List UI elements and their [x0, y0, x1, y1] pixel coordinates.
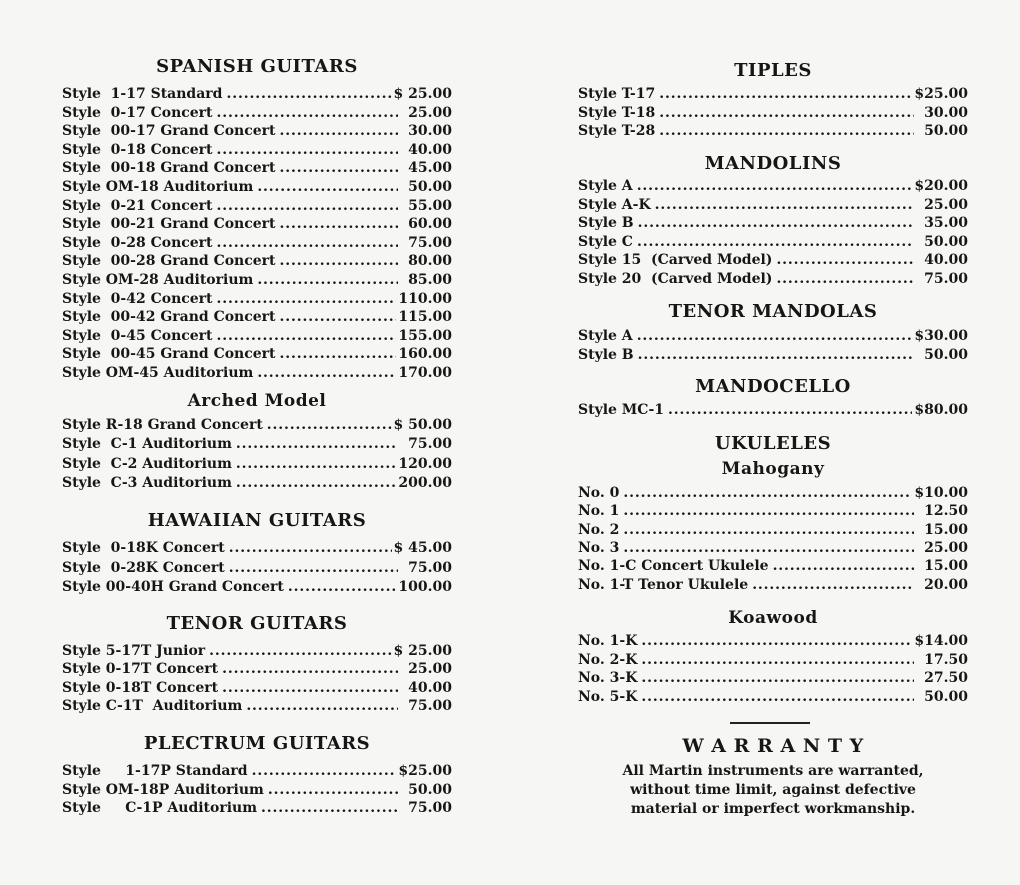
- price-row: [62, 781, 452, 799]
- item-price: 40.00: [408, 679, 452, 696]
- price-row: [62, 799, 452, 817]
- price-row: [62, 660, 452, 678]
- item-price: 50.00: [924, 689, 968, 706]
- price-row: [62, 215, 452, 233]
- item-description: Style MC-1: [578, 402, 665, 418]
- leader-dots: [229, 559, 398, 577]
- item-description: Style R-18 Grand Concert: [62, 417, 263, 433]
- item-price: 75.00: [408, 559, 452, 576]
- leader-dots: [668, 401, 912, 419]
- price-row: [62, 159, 452, 177]
- item-description: No. 0: [578, 485, 620, 501]
- item-description: Style 00-42 Grand Concert: [62, 309, 276, 326]
- item-description: Style 5-17T Junior: [62, 643, 206, 659]
- item-price: 35.00: [924, 215, 968, 232]
- item-price: 55.00: [408, 197, 452, 214]
- section-title-hawaiian-guitars: HAWAIIAN GUITARS: [147, 510, 367, 531]
- leader-dots: [623, 484, 912, 502]
- item-description: Style C-1P Auditorium: [62, 800, 258, 816]
- item-description: Style C-2 Auditorium: [62, 455, 232, 472]
- section-subtitle-koawood: Koawood: [728, 608, 818, 628]
- item-price: $ 50.00: [393, 417, 452, 433]
- item-price: 12.50: [924, 503, 968, 520]
- price-row: [62, 104, 452, 122]
- item-description: Style A-K: [578, 196, 651, 213]
- item-price: 80.00: [408, 253, 452, 270]
- price-row: [578, 122, 968, 140]
- item-description: Style T-18: [578, 104, 656, 121]
- price-row: [62, 679, 452, 697]
- item-description: Style 1-17 Standard: [62, 86, 223, 102]
- item-description: Style 00-21 Grand Concert: [62, 216, 276, 233]
- item-price: 50.00: [924, 233, 968, 250]
- item-description: Style C-1 Auditorium: [62, 436, 232, 453]
- leader-dots: [641, 669, 914, 687]
- price-row: [62, 416, 452, 434]
- item-description: Style 0-21 Concert: [62, 197, 213, 214]
- item-price: 50.00: [408, 179, 452, 195]
- leader-dots: [280, 159, 398, 177]
- item-price: 30.00: [408, 123, 452, 140]
- item-price: 160.00: [398, 346, 452, 363]
- item-price: 85.00: [408, 272, 452, 288]
- price-row: [578, 521, 968, 539]
- section-title-tenor-guitars: TENOR GUITARS: [166, 613, 348, 634]
- price-row: [62, 474, 452, 492]
- price-row: [62, 578, 452, 596]
- leader-dots: [280, 122, 398, 140]
- item-price: 155.00: [398, 327, 452, 344]
- item-description: Style OM-28 Auditorium: [62, 272, 254, 288]
- item-price: 75.00: [408, 436, 452, 453]
- leader-dots: [655, 196, 914, 214]
- item-price: 75.00: [924, 271, 968, 287]
- item-description: Style 00-40H Grand Concert: [62, 579, 284, 595]
- item-price: $25.00: [914, 86, 968, 102]
- item-description: Style A: [578, 178, 633, 194]
- item-description: Style 0-28K Concert: [62, 559, 225, 576]
- leader-dots: [217, 234, 398, 252]
- leader-dots: [623, 502, 914, 520]
- item-description: Style T-28: [578, 123, 656, 139]
- item-price: $10.00: [914, 485, 968, 501]
- leader-dots: [222, 679, 398, 697]
- leader-dots: [280, 345, 397, 363]
- leader-dots: [222, 660, 398, 678]
- item-description: Style C: [578, 233, 633, 250]
- section-title-ukuleles: UKULELES: [714, 433, 832, 454]
- price-row: [578, 688, 968, 706]
- leader-dots: [638, 214, 914, 232]
- item-price: 115.00: [398, 309, 452, 326]
- leader-dots: [641, 688, 914, 706]
- leader-dots: [257, 364, 396, 382]
- item-price: 50.00: [924, 123, 968, 139]
- price-row: [578, 270, 968, 288]
- price-row: [578, 214, 968, 232]
- section-title-mandolins: MANDOLINS: [704, 153, 842, 174]
- leader-dots: [246, 697, 398, 715]
- item-price: 15.00: [924, 521, 968, 538]
- item-description: No. 2: [578, 521, 620, 538]
- price-row: [578, 669, 968, 687]
- item-description: Style 0-18K Concert: [62, 540, 225, 556]
- item-description: No. 1-K: [578, 633, 638, 649]
- item-price: 50.00: [924, 346, 968, 363]
- item-price: 40.00: [408, 141, 452, 158]
- leader-dots: [280, 215, 398, 233]
- section-title-warranty: W A R R A N T Y: [682, 735, 864, 757]
- leader-dots: [217, 197, 398, 215]
- price-row: [62, 122, 452, 140]
- item-price: 75.00: [408, 234, 452, 251]
- leader-dots: [236, 474, 397, 492]
- section-title-tiples: TIPLES: [734, 60, 812, 81]
- item-description: Style 0-42 Concert: [62, 290, 213, 307]
- warranty-line: All Martin instruments are warranted,: [622, 763, 924, 779]
- item-description: Style 0-18 Concert: [62, 141, 213, 158]
- leader-dots: [638, 346, 914, 364]
- leader-dots: [268, 781, 398, 799]
- leader-dots: [229, 539, 392, 557]
- item-description: Style 0-28 Concert: [62, 234, 213, 251]
- leader-dots: [217, 141, 398, 159]
- section-title-mandocello: MANDOCELLO: [695, 376, 851, 397]
- leader-dots: [226, 85, 391, 103]
- item-price: $ 25.00: [393, 643, 452, 659]
- leader-dots: [280, 252, 398, 270]
- section-subtitle-mahogany: Mahogany: [721, 459, 825, 479]
- price-row: [578, 557, 968, 575]
- leader-dots: [280, 308, 397, 326]
- item-price: 120.00: [398, 455, 452, 472]
- leader-dots: [637, 233, 914, 251]
- leader-dots: [288, 578, 397, 596]
- item-description: Style 00-17 Grand Concert: [62, 123, 276, 140]
- item-price: 25.00: [924, 196, 968, 213]
- item-description: Style 0-45 Concert: [62, 327, 213, 344]
- leader-dots: [641, 632, 912, 650]
- item-description: Style 00-28 Grand Concert: [62, 253, 276, 270]
- leader-dots: [659, 85, 912, 103]
- price-row: [62, 178, 452, 196]
- item-price: 25.00: [924, 539, 968, 556]
- price-row: [62, 85, 452, 103]
- item-price: 45.00: [408, 160, 452, 177]
- item-description: No. 1: [578, 503, 620, 520]
- price-row: [62, 364, 452, 382]
- price-row: [578, 651, 968, 669]
- item-description: Style 0-18T Concert: [62, 679, 219, 696]
- leader-dots: [637, 177, 913, 195]
- warranty-line: without time limit, against defective: [630, 782, 916, 798]
- item-description: Style 00-45 Grand Concert: [62, 346, 276, 363]
- item-price: 200.00: [398, 475, 452, 492]
- leader-dots: [752, 576, 914, 594]
- item-description: Style 20 (Carved Model): [578, 271, 773, 287]
- price-row: [578, 196, 968, 214]
- price-row: [62, 252, 452, 270]
- section-title-spanish-guitars: SPANISH GUITARS: [156, 56, 358, 77]
- leader-dots: [776, 251, 914, 269]
- price-row: [62, 697, 452, 715]
- item-description: Style C-3 Auditorium: [62, 475, 232, 492]
- price-row: [578, 401, 968, 419]
- price-row: [62, 762, 452, 780]
- leader-dots: [776, 270, 914, 288]
- item-price: 25.00: [408, 661, 452, 678]
- price-row: [62, 234, 452, 252]
- item-description: Style 00-18 Grand Concert: [62, 160, 276, 177]
- item-description: No. 1-T Tenor Ukulele: [578, 576, 749, 593]
- leader-dots: [637, 327, 913, 345]
- price-row: [62, 559, 452, 577]
- price-row: [578, 346, 968, 364]
- item-price: 27.50: [924, 670, 968, 687]
- price-row: [578, 502, 968, 520]
- leader-dots: [659, 104, 914, 122]
- leader-dots: [267, 416, 392, 434]
- item-price: 170.00: [398, 365, 452, 381]
- section-title-arched-model: Arched Model: [187, 391, 327, 411]
- price-row: [62, 455, 452, 473]
- item-price: 25.00: [408, 104, 452, 121]
- price-row: [62, 642, 452, 660]
- item-price: 50.00: [408, 781, 452, 798]
- leader-dots: [217, 327, 397, 345]
- item-description: No. 5-K: [578, 689, 638, 706]
- item-description: Style 1-17P Standard: [62, 763, 248, 779]
- item-description: Style B: [578, 215, 634, 232]
- item-price: 17.50: [924, 651, 968, 668]
- item-price: 75.00: [408, 698, 452, 715]
- item-description: No. 1-C Concert Ukulele: [578, 558, 769, 575]
- item-description: Style OM-18P Auditorium: [62, 781, 264, 798]
- leader-dots: [236, 455, 397, 473]
- leader-dots: [209, 642, 391, 660]
- price-row: [578, 327, 968, 345]
- price-row: [62, 327, 452, 345]
- warranty-line: material or imperfect workmanship.: [630, 801, 916, 817]
- section-title-tenor-mandolas: TENOR MANDOLAS: [668, 301, 878, 322]
- item-price: 30.00: [924, 104, 968, 121]
- section-title-plectrum-guitars: PLECTRUM GUITARS: [143, 733, 371, 754]
- price-row: [578, 251, 968, 269]
- leader-dots: [217, 104, 398, 122]
- price-row: [578, 576, 968, 594]
- item-price: $14.00: [914, 633, 968, 649]
- price-row: [578, 632, 968, 650]
- price-row: [578, 104, 968, 122]
- leader-dots: [252, 762, 397, 780]
- price-row: [62, 539, 452, 557]
- item-price: $30.00: [914, 328, 968, 344]
- price-row: [578, 539, 968, 557]
- item-price: 110.00: [398, 290, 452, 307]
- price-row: [62, 308, 452, 326]
- price-row: [578, 177, 968, 195]
- item-description: Style 0-17T Concert: [62, 661, 219, 678]
- item-description: Style OM-18 Auditorium: [62, 179, 254, 195]
- leader-dots: [623, 521, 914, 539]
- price-row: [62, 271, 452, 289]
- price-row: [62, 197, 452, 215]
- item-description: Style 15 (Carved Model): [578, 252, 773, 269]
- item-price: 40.00: [924, 252, 968, 269]
- item-price: $80.00: [914, 402, 968, 418]
- item-description: No. 2-K: [578, 651, 638, 668]
- leader-dots: [257, 271, 398, 289]
- leader-dots: [641, 651, 914, 669]
- item-price: 75.00: [408, 800, 452, 816]
- leader-dots: [236, 435, 398, 453]
- item-description: Style B: [578, 346, 634, 363]
- price-row: [578, 233, 968, 251]
- item-price: $25.00: [398, 763, 452, 779]
- item-price: $20.00: [914, 178, 968, 194]
- item-price: 20.00: [924, 576, 968, 593]
- item-price: $ 25.00: [393, 86, 452, 102]
- item-description: Style 0-17 Concert: [62, 104, 213, 121]
- item-price: $ 45.00: [393, 540, 452, 556]
- item-description: Style OM-45 Auditorium: [62, 365, 254, 381]
- leader-dots: [623, 539, 914, 557]
- item-price: 15.00: [924, 558, 968, 575]
- leader-dots: [261, 799, 398, 817]
- price-row: [578, 484, 968, 502]
- item-price: 100.00: [398, 579, 452, 595]
- item-description: No. 3-K: [578, 670, 638, 687]
- price-row: [62, 141, 452, 159]
- price-row: [62, 290, 452, 308]
- leader-dots: [257, 178, 398, 196]
- leader-dots: [217, 290, 397, 308]
- price-row: [62, 345, 452, 363]
- leader-dots: [773, 557, 914, 575]
- item-description: Style A: [578, 328, 633, 344]
- item-price: 60.00: [408, 216, 452, 233]
- price-row: [62, 435, 452, 453]
- leader-dots: [659, 122, 914, 140]
- item-description: No. 3: [578, 539, 620, 556]
- warranty-statement: [593, 762, 953, 819]
- item-description: Style T-17: [578, 86, 656, 102]
- item-description: Style C-1T Auditorium: [62, 698, 243, 715]
- warranty-divider: [730, 722, 810, 724]
- price-row: [578, 85, 968, 103]
